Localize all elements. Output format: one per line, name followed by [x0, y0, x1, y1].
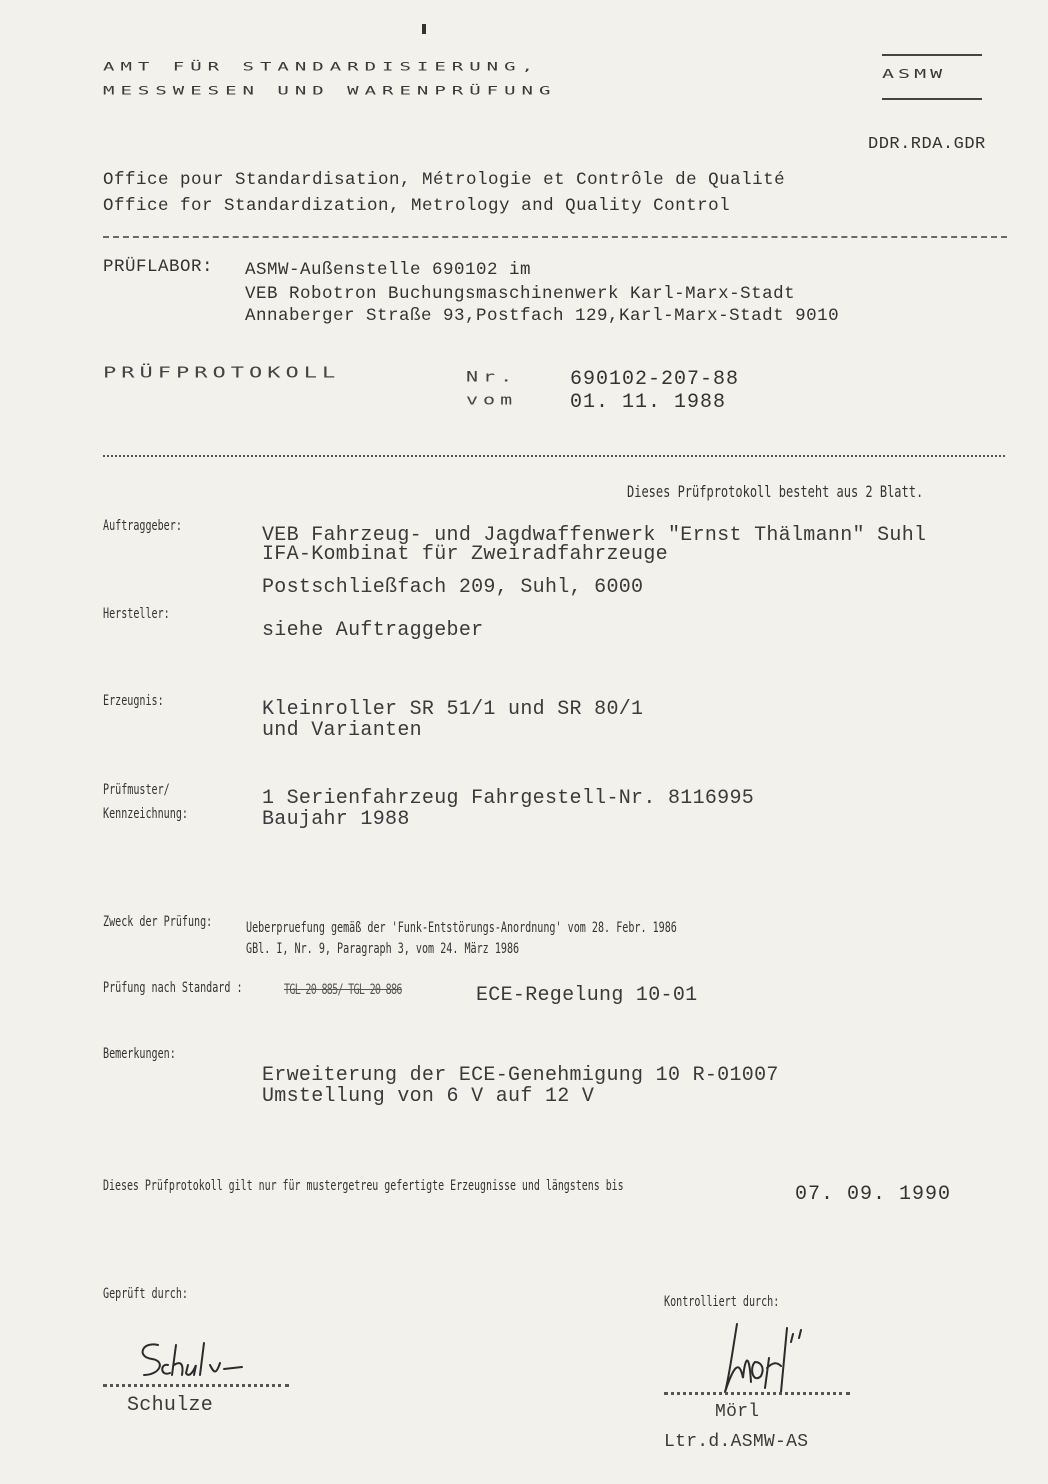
sheets-text: Dieses Prüfprotokoll besteht aus 2 Blatt.: [627, 482, 924, 501]
protocol-number: 690102-207-88: [570, 368, 740, 391]
signature-line-schulze: [103, 1384, 289, 1387]
checked-label: Geprüft durch:: [103, 1286, 188, 1302]
remarks-label: Bemerkungen:: [103, 1046, 176, 1062]
signature-line-moerl: [664, 1392, 850, 1395]
client-label: Auftraggeber:: [103, 518, 182, 534]
asmw-logo-text: ASMW: [882, 66, 947, 81]
purpose-line-2: GBl. I, Nr. 9, Paragraph 3, vom 24. März 1986: [246, 941, 520, 957]
client-line-2: IFA-Kombinat für Zweiradfahrzeuge: [262, 543, 668, 566]
manufacturer-label: Hersteller:: [103, 606, 170, 622]
validity-date: 07. 09. 1990: [795, 1183, 952, 1206]
office-english: Office for Standardization, Metrology and Quality Control: [103, 196, 731, 216]
client-line-1: VEB Fahrzeug- und Jagdwaffenwerk "Ernst Thälmann" Suhl: [262, 524, 927, 547]
sample-line-2: Baujahr 1988: [262, 808, 410, 831]
protocol-title: PRÜFPROTOKOLL: [103, 364, 341, 382]
standard-label: Prüfung nach Standard :: [103, 980, 243, 996]
product-label: Erzeugnis:: [103, 693, 164, 709]
separator-dotted-1: [103, 455, 1005, 457]
top-mark: [422, 24, 426, 34]
signature-schulze: [130, 1335, 260, 1385]
country-code: DDR.RDA.GDR: [868, 135, 986, 154]
protocol-date: 01. 11. 1988: [570, 391, 727, 414]
lab-label: PRÜFLABOR:: [103, 257, 214, 277]
separator-dashed-1: [103, 236, 1007, 238]
controlled-name: Mörl: [715, 1402, 760, 1422]
product-line-2: und Varianten: [262, 719, 422, 742]
lab-line-1: ASMW-Außenstelle 690102 im: [245, 260, 532, 280]
controlled-title: Ltr.d.ASMW-AS: [664, 1432, 809, 1452]
lab-line-2: VEB Robotron Buchungsmaschinenwerk Karl-Marx-Stadt: [245, 284, 796, 304]
purpose-line-1: Ueberpruefung gemäß der 'Funk-Entstörungs-Anordnung' vom 28. Febr. 1986: [246, 920, 677, 936]
header-line-2: MESSWESEN UND WARENPRÜFUNG: [103, 84, 557, 98]
sample-label-1: Prüfmuster/: [103, 782, 170, 798]
office-french: Office pour Standardisation, Métrologie et Contrôle de Qualité: [103, 170, 786, 190]
sample-label-2: Kennzeichnung:: [103, 806, 188, 822]
purpose-label: Zweck der Prüfung:: [103, 914, 213, 930]
sample-line-1: 1 Serienfahrzeug Fahrgestell-Nr. 8116995: [262, 787, 755, 810]
validity-text: Dieses Prüfprotokoll gilt nur für mustergetreu gefertigte Erzeugnisse und längstens bis: [103, 1178, 624, 1194]
protocol-date-label: vom: [466, 391, 518, 408]
client-line-3: Postschließfach 209, Suhl, 6000: [262, 576, 644, 599]
protocol-nr-label: Nr.: [466, 368, 518, 385]
checked-name: Schulze: [127, 1394, 214, 1417]
standard-struck: TGL 20 885/ TGL 20 886: [284, 982, 402, 998]
asmw-logo: [880, 52, 984, 102]
product-line-1: Kleinroller SR 51/1 und SR 80/1: [262, 698, 644, 721]
remarks-line-1: Erweiterung der ECE-Genehmigung 10 R-01007: [262, 1064, 779, 1087]
remarks-line-2: Umstellung von 6 V auf 12 V: [262, 1085, 595, 1108]
signature-moerl: [715, 1318, 815, 1398]
standard-value: ECE-Regelung 10-01: [476, 984, 698, 1007]
lab-line-3: Annaberger Straße 93,Postfach 129,Karl-Marx-Stadt 9010: [245, 306, 840, 326]
manufacturer-value: siehe Auftraggeber: [262, 619, 484, 642]
header-line-1: AMT FÜR STANDARDISIERUNG,: [103, 60, 539, 74]
controlled-label: Kontrolliert durch:: [664, 1294, 780, 1310]
